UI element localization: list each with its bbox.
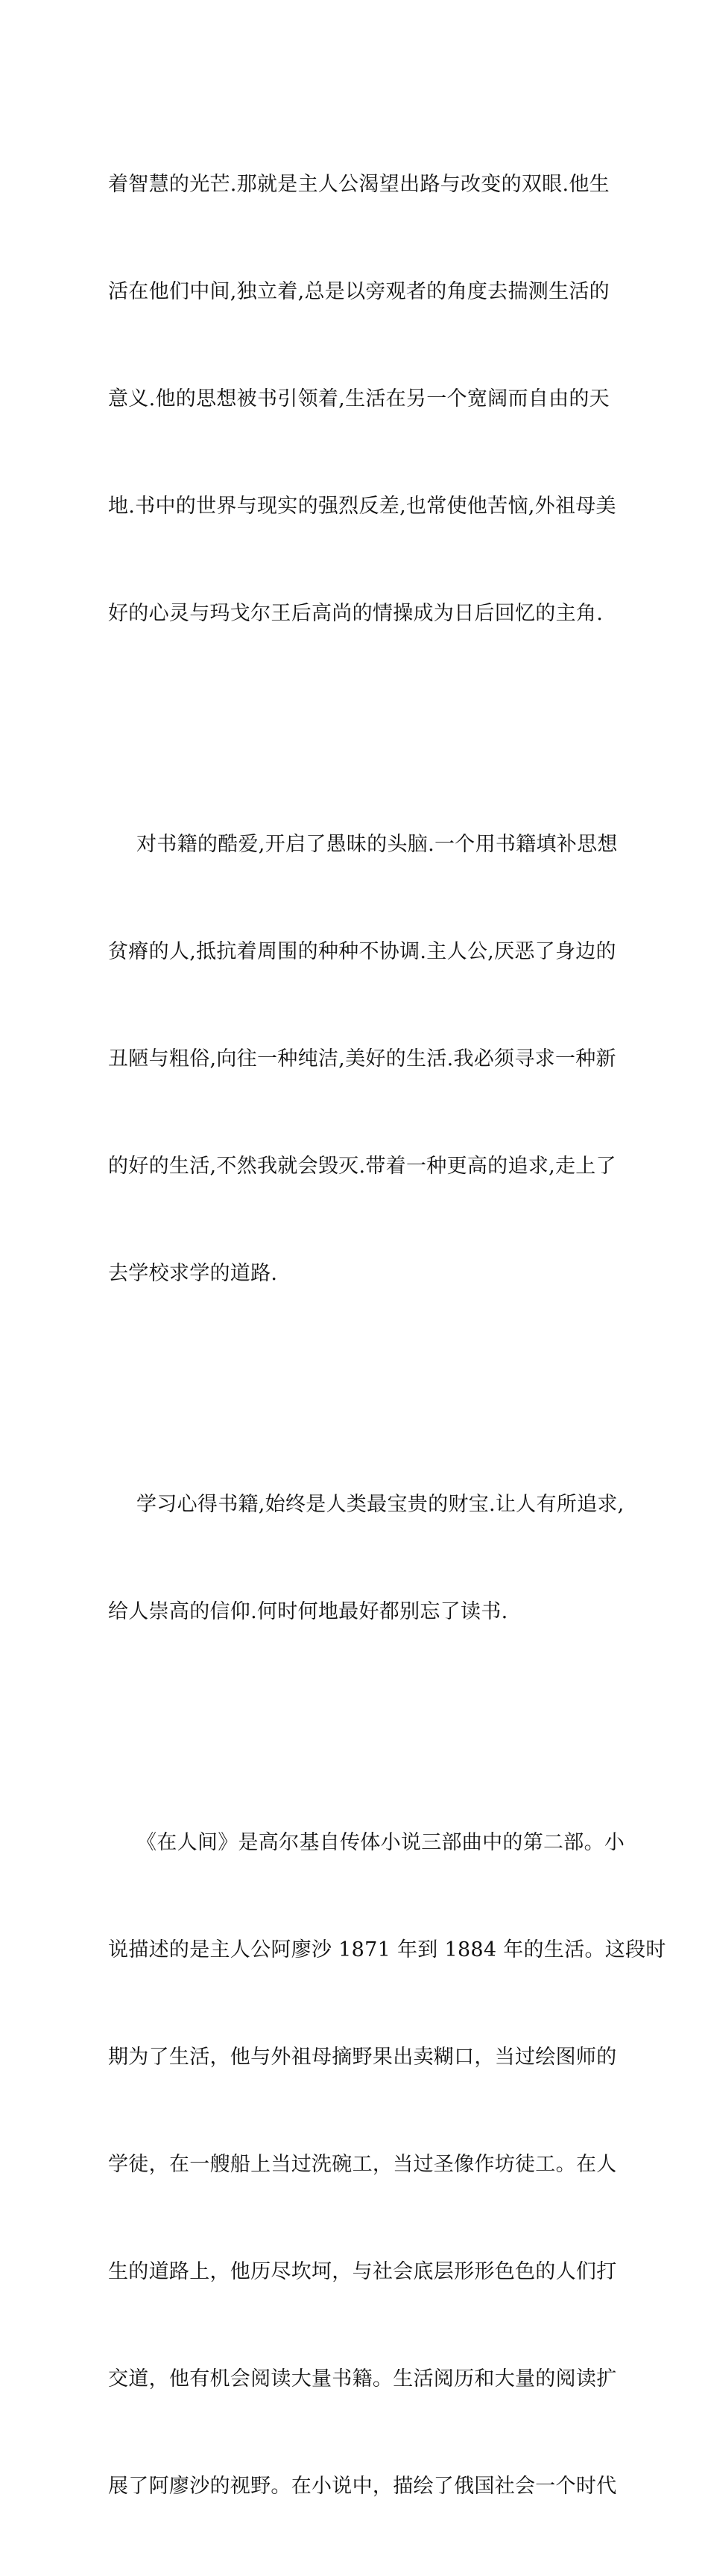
text-line: 说描述的是主人公阿廖沙 1871 年到 1884 年的生活。这段时 (108, 1938, 666, 1961)
text-line: 地.书中的世界与现实的强烈反差,也常使他苦恼,外祖母美 (108, 495, 616, 518)
text-line: 对书籍的酷爱,开启了愚昧的头脑.一个用书籍填补思想 (136, 833, 618, 856)
text-line: 期为了生活，他与外祖母摘野果出卖糊口，当过绘图师的 (108, 2046, 617, 2069)
paragraph-1 (108, 95, 616, 703)
document-body (108, 95, 666, 2576)
text-line: 去学校求学的道路. (108, 1262, 278, 1285)
text-line: 贫瘠的人,抵抗着周围的种种不协调.主人公,厌恶了身边的 (108, 940, 616, 963)
text-line: 交道，他有机会阅读大量书籍。生活阅历和大量的阅读扩 (108, 2367, 617, 2391)
text-line: 着智慧的光芒.那就是主人公渴望出路与改变的双眼.他生 (108, 173, 610, 196)
text-line: 学习心得书籍,始终是人类最宝贵的财宝.让人有所追求, (136, 1493, 625, 1516)
paragraph-2 (108, 755, 618, 1363)
text-line: 生的道路上，他历尽坎坷，与社会底层形形色色的人们打 (108, 2260, 617, 2283)
text-line: 的好的生活,不然我就会毁灭.带着一种更高的追求,走上了 (108, 1155, 616, 1178)
text-line: 活在他们中间,独立着,总是以旁观者的角度去揣测生活的 (108, 280, 610, 303)
paragraph-4 (108, 1754, 666, 2576)
text-line: 意义.他的思想被书引领着,生活在另一个宽阔而自由的天 (108, 387, 610, 410)
text-line: 丑陋与粗俗,向往一种纯洁,美好的生活.我必须寻求一种新 (108, 1047, 616, 1070)
text-line: 好的心灵与玛戈尔王后高尚的情操成为日后回忆的主角. (108, 602, 604, 625)
text-line: 《在人间》是高尔基自传体小说三部曲中的第二部。小 (136, 1831, 625, 1854)
text-line: 学徒，在一艘船上当过洗碗工，当过圣像作坊徒工。在人 (108, 2153, 617, 2176)
text-line: 展了阿廖沙的视野。在小说中，描绘了俄国社会一个时代 (108, 2475, 617, 2498)
text-line: 给人崇高的信仰.何时何地最好都别忘了读书. (108, 1600, 508, 1623)
paragraph-3 (108, 1415, 625, 1701)
